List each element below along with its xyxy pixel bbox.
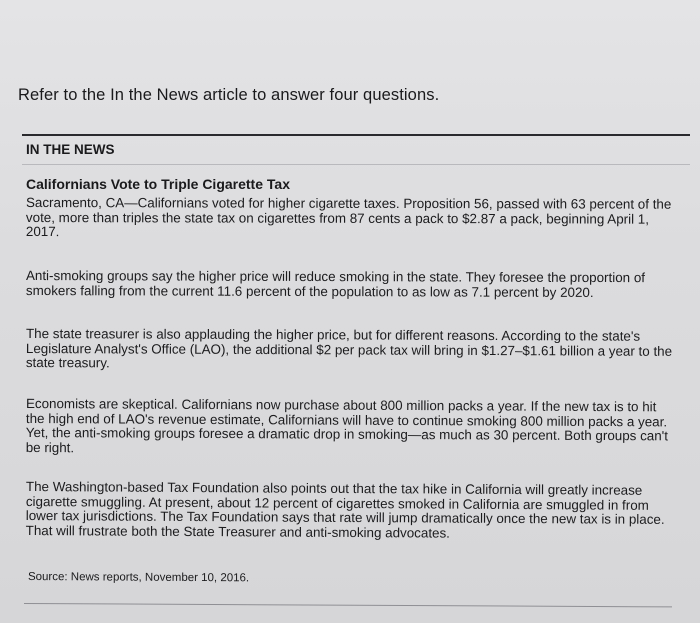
article-paragraph: The Washington-based Tax Foundation also points out that the tax hike in California will greatly increase cigarette smuggling. At present, about 12 percent of cigarettes smoked in California are smuggled in from lower tax jurisdictions. The Tax Foundation says that rate will jump dramatically once the new tax is in place. That will frustrate both the State Treasurer and anti-smoking advocates. xyxy=(25,479,665,541)
section-divider xyxy=(22,164,690,165)
article-headline: Californians Vote to Triple Cigarette Tax xyxy=(26,176,290,192)
article-paragraph: The state treasurer is also applauding the higher price, but for different reasons. According to the state's Legislature Analyst's Office (LAO), the additional $2 per pack tax will bring in $1.27–$1.61 billion a year to the state treasury. xyxy=(25,326,673,371)
article-paragraph: Economists are skeptical. Californians now purchase about 800 million packs a year. If the new tax is to hit the high end of LAO's revenue estimate, Californians will have to continue smoking 800 million packs a year. Yet, the anti-smoking groups foresee a dramatic drop in smoking—as much as 30 percent. Both groups can't be right. xyxy=(25,396,669,455)
article-source: Source: News reports, November 10, 2016. xyxy=(27,571,250,585)
instruction-text: Refer to the In the News article to answer four questions. xyxy=(18,86,440,104)
article-paragraph: Sacramento, CA—Californians voted for higher cigarette taxes. Proposition 56, passed with 63 percent of the vote, more than triples the state tax on cigarettes from 87 cents a pack to $2.87 a pack, beginning April 1, 2017. xyxy=(25,195,672,240)
article-bottom-rule xyxy=(24,603,672,607)
article-top-rule xyxy=(22,134,690,136)
article-paragraph: Anti-smoking groups say the higher price will reduce smoking in the state. They foresee the proportion of smokers falling from the current 11.6 percent of the population to as low as 7.1 percent by 2020. xyxy=(25,268,646,300)
section-label: IN THE NEWS xyxy=(26,142,115,157)
